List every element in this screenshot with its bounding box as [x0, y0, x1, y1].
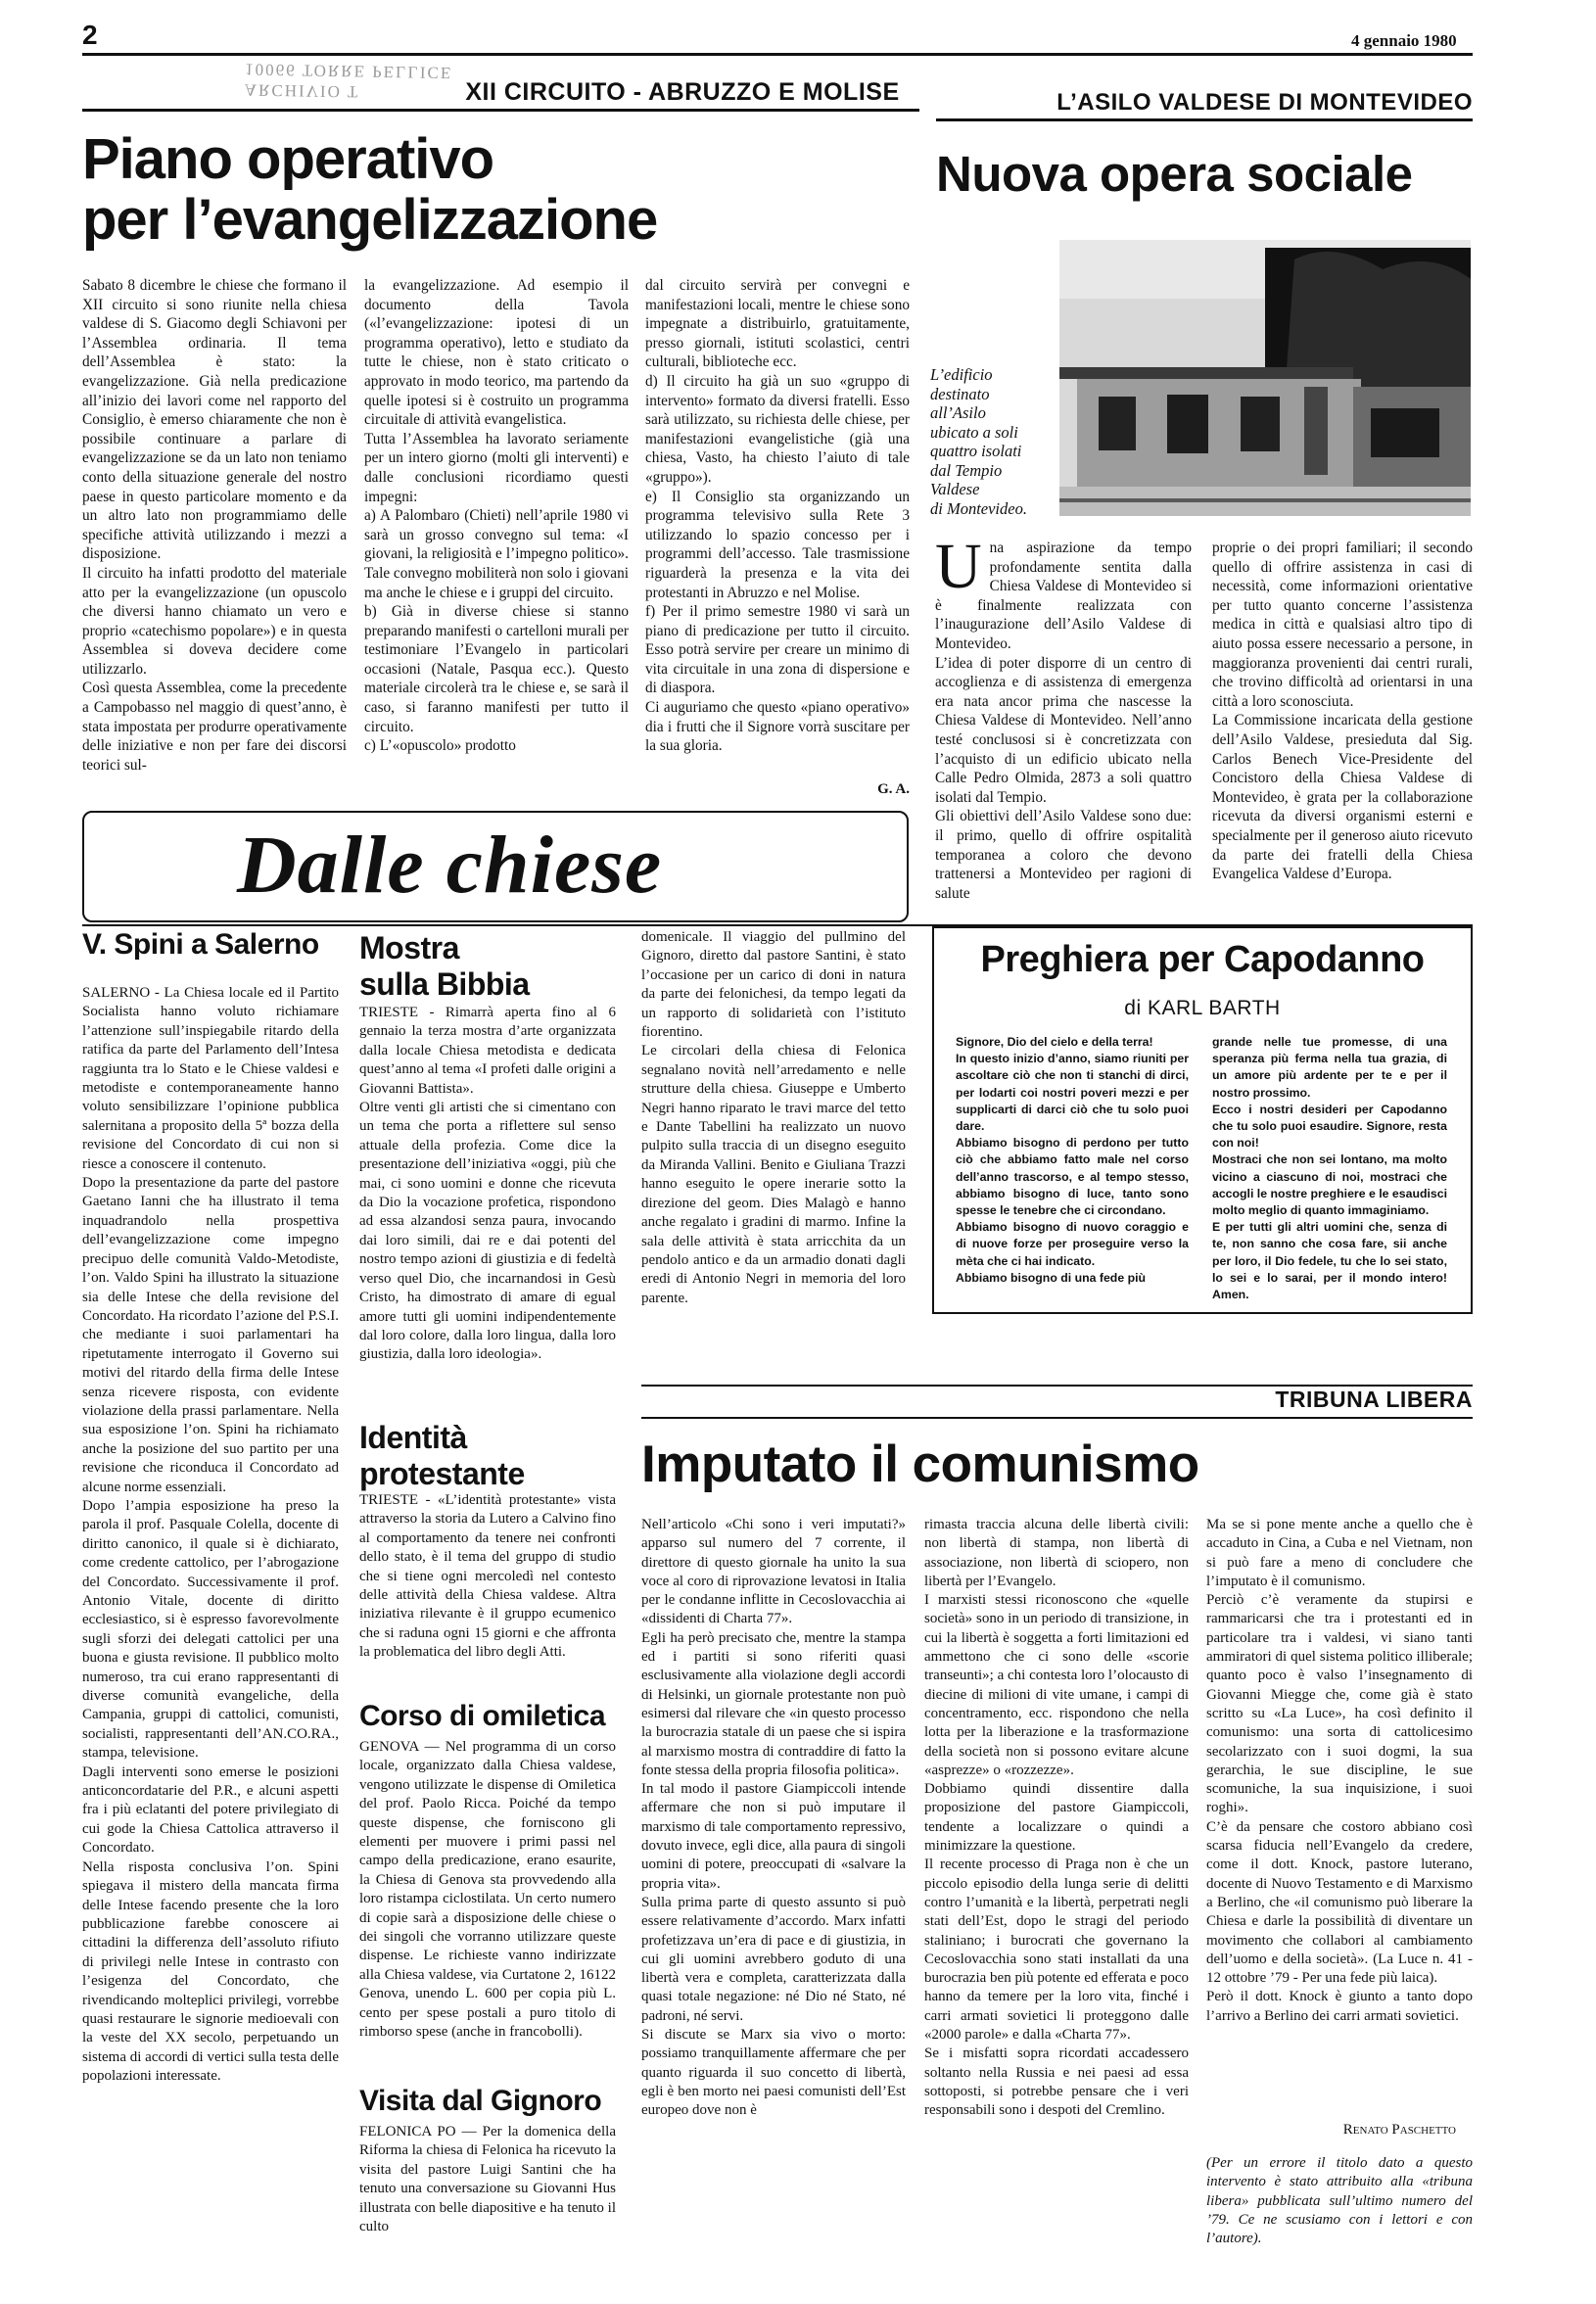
building-photo-image: [1059, 240, 1471, 516]
tribuna-column-3: Ma se si pone mente anche a quello che è accaduto in Cina, a Cuba e nel Vietnam, non si può fare a meno di concludere che l’imputato è il comunismo. Perciò c’è veramente da stupirsi e rammaricarsi che tra i protestanti ed in particolare tra i valdesi, vi siano tanti ammiratori di quel sistema politico illiberale; quanto poco è valso l’insegnamento di Giovanni Miegge che, come già è stato scritto su «La Luce», ha così definito il comunismo: una sorta di cattolicesimo secolarizzato con i suoi dogmi, la sua gerarchia, le sue discipline, le sue scomuniche, la sua inquisizione, i suoi roghi». C’è da pensare che costoro abbiano così scarsa fiducia nell’Evangelo da credere, come il dott. Knock, pastore luterano, docente di Nuovo Testamento e di Marxismo a Berlino, che «il comunismo può liberare la Chiesa e darle la possibilità di diventare un movimento che collabori al cambiamento dell’uomo e della società». (La Luce n. 41 - 12 ottobre ’79 - Per una fede più laica). Però il dott. Knock è giunto a tanto dopo l’arrivo a Berlino dei carri armati sovietici.: [1206, 1517, 1473, 2024]
tribuna-column-1: Nell’articolo «Chi sono i veri imputati?» apparso sul numero del 7 corrente, il direttore di questo giornale ha unito la sua voce al coro di riprovazione levatosi in Italia per le condanne inflitte in Cecoslovacchia ai «dissidenti di Charta 77». Egli ha però precisato che, mentre la stampa ed i partiti si sono riferiti quasi esclusivamente alla violazione degli accordi di Helsinki, un giornale protestante non può esimersi dal rilevare che «in questo processo la burocrazia statale di un paese che si ispira al marxismo mostra di contraddire di fatto la fonte stessa della propria filosofia politica». In tal modo il pastore Giampiccoli intende affermare che non si può imputare il marxismo di tale comportamento repressivo, dovuto invece, egli dice, alla paura di singoli uomini di potere, preoccupati di «salvare la propria vita». Sulla prima parte di questo assunto si può essere relativamente d’accordo. Marx infatti profetizzava un’era di pace e di giustizia, in cui gli uomini avrebbero goduto di una libertà vera e completa, caratterizzata dalla quasi totale negazione: né Dio né Stato, né padroni, né servi. Si discute se Marx sia vivo o morto: possiamo tranquillamente affermare che per quanto riguarda il suo concetto di libertà, egli è ben morto nei paesi comunisti dell’Est europeo dove non è: [641, 1517, 906, 2119]
headline-tribuna: Imputato il comunismo: [641, 1435, 1199, 1493]
asilo-column-1-text: na aspirazione da tempo profondamente sentita dalla Chiesa Valdese di Montevideo si è finalmente realizzata con l’inaugurazione dell’Asilo Valdese di Montevideo. L’idea di poter disporre di un centro di accoglienza e di assistenza di emergenza era nata ancor prima che nascesse la Chiesa Valdese di Montevideo. Nell’anno testé conclusosi si è concretizzata con l’acquisto di un edificio ubicato nella Calle Pedro Olmida, 2873 a soli quattro isolati dal Tempio. Gli obiettivi dell’Asilo Valdese sono due: il primo, quello di offrire ospitalità temporanea a coloro che devono trattenersi a Montevideo per ragioni di salute: [935, 540, 1192, 902]
spini-text: SALERNO - La Chiesa locale ed il Partito Socialista hanno voluto richiamare l’attenzione sull’inspiegabile ritardo della ratifica da parte del Parlamento dell’Intesa raggiunta tra lo Stato e le Chiese valdesi e metodiste e contemporaneamente hanno voluto sensibilizzare l’opinione pubblica salernitana a proposito della 5ª bozza della revisione del Concordato di cui non si riesce a conoscere il contenuto. Dopo la presentazione da parte del pastore Gaetano Ianni che ha illustrato il tema inquadrandolo nella prospettiva dell’evangelizzazione come impegno precipuo delle comunità Valdo-Metodiste, l’on. Valdo Spini ha illustrato la situazione sia delle Intese che della revisione del Concordato. Ha ricordato l’azione del P.S.I. che mediante i suoi parlamentari ha ripetutamente interrogato il Governo sui motivi del ritardo della firma delle Intese senza ricevere risposta, con evidente violazione della prassi parlamentare. Nella sua esposizione l’on. Spini ha richiamato anche la posizione del suo partito per una revisione che riconduca il Concordato ad alcune norme essenziali. Dopo l’ampia esposizione ha preso la parola il prof. Pasquale Colella, docente di diritto canonico, il quale si è dichiarato, come credente cattolico, per l’abrogazione del Concordato. Successivamente il prof. Antonio Vitale, docente di diritto ecclesiastico, si è espresso favorevolmente sugli sforzi dei delegati cattolici per una buona e giusta revisione. Il pubblico molto numeroso, tra cui erano rappresentanti di diverse comunità evangeliche, della Campania, gruppi di cattolici, comunisti, socialisti, rappresentanti dell’AN.CO.RA., stampa, televisione. Dagli interventi sono emerse le posizioni anticoncordatarie del P.R., e alcuni aspetti fra i più eclatanti del potere privilegiato di cui gode la Chiesa Cattolica attraverso il Concordato. Nella risposta conclusiva l’on. Spini spiegava il mistero della mancata firma delle Intese facendo presente che la loro pubblicazione farebbe conoscere ai cittadini la differenza dell’assoluto rifiuto di privilegi nelle Intese in contrasto con l’esigenza del Concordato, che rivendicando molteplici privilegi, vorrebbe quasi restaurare le signorie medioevali con la veste del XX secolo, perpetuando un sistema di accordi di vertici sulla testa delle popolazioni interessate.: [82, 985, 340, 2085]
visita-text: FELONICA PO — Per la domenica della Riforma la chiesa di Felonica ha ricevuto la visita del pastore Luigi Santini che ha tenuto una conversazione su Giovanni Hus illustrata con belle diapositive e ha tenuto il culto: [359, 2124, 617, 2235]
preghiera-box: [932, 926, 1473, 1314]
tribuna-signature: Renato Paschetto: [1342, 2122, 1456, 2138]
identita-text: TRIESTE - «L’identità protestante» vista attraverso la storia da Lutero a Calvino fino al comportamento da tenere nei confronti dello stato, è il tema del gruppo di studio che si tiene ogni mercoledì nel contesto delle attività della Chiesa valdese. Altra iniziativa rilevante è il gruppo ecumenico che si raduna ogni 15 giorni e che affronta la problematica del libro degli Atti.: [359, 1492, 616, 1661]
section-rule-left: [82, 109, 919, 112]
page-number: 2: [82, 20, 98, 50]
tribuna-rule-bottom: [641, 1417, 1473, 1419]
asilo-column-1: [935, 531, 1192, 903]
preghiera-title: Preghiera per Capodanno: [980, 939, 1425, 980]
dalle-chiese-title: Dalle chiese: [237, 820, 663, 911]
piano-column-1: Sabato 8 dicembre le chiese che formano il XII circuito si sono riunite nella chiesa valdese di S. Giacomo degli Schiavoni per l’Assemblea ordinaria. Il tema dell’Assemblea è stato: la evangelizzazione. Già nella predicazione all’inizio dei lavori come nel rapporto del Consiglio, è emerso chiaramente che non è possibile continuare a parlare di evangelizzazione se da un lato non teniamo conto della situazione generale del nostro paese in questo particolare momento e da un altro lato non programmiamo delle specifiche attività utilizzando i mezzi a disposizione. Il circuito ha infatti prodotto del materiale atto per la evangelizzazione (un opuscolo che diversi hanno chiamato un vero e proprio «catechismo popolare») e in questa Assemblea si doveva decidere come utilizzarlo. Così questa Assemblea, come la precedente a Campobasso nel maggio di quest’anno, è stata impostata per produrre operativamente delle iniziative e non per fare dei discorsi teorici sul-: [82, 277, 347, 774]
preghiera-column-1: Signore, Dio del cielo e della terra! In questo inizio d’anno, siamo riuniti per ascoltare ciò che non ti stanchi di dirci, per lodarti coi nostri poveri mezzi e per supplicarti di darci ciò che tu solo puoi dare. Abbiamo bisogno di perdono per tutto ciò che abbiamo fatto male nel corso dell’anno trascorso, e al tempo stesso, abbiamo bisogno di luce, tanto sono spesse le tenebre che ci circondano. Abbiamo bisogno di nuovo coraggio e di nuove forze per proseguire verso la mèta che ci hai indicato. Abbiamo bisogno di una fede più: [956, 1035, 1189, 1285]
dalle-chiese-banner: [82, 811, 909, 922]
piano-column-3: dal circuito servirà per convegni e manifestazioni locali, mentre le chiese sono impegnate a distribuirlo, gratuitamente, presso giornali, istituti scolastici, centri culturali, biblioteche ecc. d) Il circuito ha già un suo «gruppo di intervento» formato da diversi fratelli. Esso sarà utilizzato, su richiesta delle chiese, per manifestazioni evangelistiche (già una chiesa, Vasto, ha chiesto l’aiuto di tale «gruppo»). e) Il Consiglio sta organizzando un programma televisivo sulla Rete 3 utilizzando lo spazio concesso per i programmi dell’accesso. Tale trasmissione riguarderà la presenza e la vita dei protestanti in Abruzzo e nel Molise. f) Per il primo semestre 1980 vi sarà un piano di predicazione per tutto il circuito. Esso potrà servire per creare un minimo di vita circuitale in una zona di dispersione e di diaspora. Ci auguriamo che questo «piano operativo» dia i frutti che il Signore vorrà suscitare per la sua gloria.: [645, 277, 910, 755]
headline-asilo: Nuova opera sociale: [936, 146, 1413, 202]
mostra-text: TRIESTE - Rimarrà aperta fino al 6 gennaio la terza mostra d’arte organizzata dalla locale Chiesa metodista e dedicata quest’anno al tema «I profeti dalle origini a Giovanni Battista». Oltre venti gli artisti che si cimentano con un tema che porta a riflettere sul senso attuale della profezia. Come dice la presentazione dell’iniziativa «oggi, più che mai, ci sono uomini e donne che ricevuta da Dio la vocazione profetica, rispondono ad essa alzandosi senza paura, invocando dai loro simili, dai re e dai potenti del nostro tempo azioni di giustizia e di fedeltà verso quel Dio, che incarnandosi in Gesù Cristo, ha dimostrato di amare di egual amore tutti gli uomini indipendentemente dal loro colore, dalla loro lingua, dalla loro giustizia, dalla loro ideologia».: [359, 1005, 616, 1363]
headline-spini: V. Spini a Salerno: [82, 928, 319, 961]
headline-visita: Visita dal Gignoro: [359, 2085, 602, 2117]
headline-mostra: Mostra sulla Bibbia: [359, 930, 530, 1002]
asilo-dropcap: U: [935, 531, 982, 602]
visita-text-continued: domenicale. Il viaggio del pullmino del Gignoro, diretto dal pastore Santini, è stato l’occasione per un carico di doni in natura da parte dei felonichesi, da tempo legati da un rapporto di solidarietà con l’istituto fiorentino. Le circolari della chiesa di Felonica segnalano novità nell’arredamento e nelle strutture della chiesa. Giuseppe e Umberto Negri hanno riparato le travi marce del tetto e Dante Tabellini ha realizzato un nuovo pulpito sulla traccia di un disegno eseguito da Miranda Vallini. Benito e Giuliana Trazzi hanno eseguito le opere inerarie sotto la direzione del geom. Dies Malagò e hanno anche regalato i gradini di marmo. Infine la sala delle attività è stata arricchita da un pendolo antico e da un armadio donati dagli eredi di Antonio Negri in memoria del loro parente.: [641, 929, 906, 1306]
tribuna-editorial-note: (Per un errore il titolo dato a questo intervento è stato attribuito alla «tribuna libera» pubblicata sull’ultimo numero del ’79. Ce ne scusiamo con i lettori e con l’autore).: [1206, 2155, 1473, 2247]
asilo-column-2: proprie o dei propri familiari; il secondo quello di offrire assistenza in casi di necessità, come informazioni orientative per tutto quanto concerne l’assistenza medica in città e qualsiasi altro tipo di aiuto possa essere necessario a persone, in maggioranza provenienti dai centri rurali, che trovino difficoltà ad orientarsi in una città a loro sconosciuta. La Commissione incaricata della gestione dell’Asilo Valdese, presieduta dal Sig. Carlos Benech Vice-Presidente del Concistoro della Chiesa Valdese di Montevideo, è grata per la collaborazione ricevuta da diversi organismi esterni e specialmente per il generoso aiuto ricevuto da parte dei fratelli della Chiesa Evangelica Valdese d’Europa.: [1212, 540, 1473, 883]
photo-caption: L’edificio destinato all’Asilo ubicato a soli quattro isolati dal Tempio Valdese di Montevideo.: [930, 365, 1027, 518]
headline-identita: Identità protestante: [359, 1420, 525, 1491]
section-label-circuito: XII CIRCUITO - ABRUZZO E MOLISE: [465, 78, 900, 106]
building-photo: [1059, 240, 1471, 516]
tribuna-column-2: rimasta traccia alcuna delle libertà civili: non libertà di stampa, non libertà di associazione, non libertà di sciopero, non libertà per l’Evangelo. I marxisti stessi riconoscono che «quelle società» sono in un periodo di transizione, in cui la libertà è soggetta a forti limitazioni ed ammettono che ci sono delle «scorie transeunti»; a chi contesta loro l’olocausto di diecine di milioni di vite umane, i campi di concentramento, ecc. rispondono che nella lotta per la liberazione e la trasformazione della società non si possono evitare alcune «asprezze» o «rozzezze». Dobbiamo quindi dissentire dalla proposizione del pastore Giampiccoli, tendente a localizzare o quindi a minimizzare la questione. Il recente processo di Praga non è che un piccolo episodio della lunga serie di delitti contro l’umanità e la libertà, perpetrati negli stati dell’Est, dopo le stragi del periodo staliniano; i burocrati che governano la Cecoslovacchia sono stati installati da una burocrazia ben più potente ed efferata e poco hanno da temere per la loro vita, finché i carri armati sovietici li proteggono dalle «2000 parole» e dalla «Charta 77». Se i misfatti sopra ricordati accadessero soltanto nella Russia e nei paesi ad essa sottoposti, si potrebbe pensare che i veri responsabili sono i despoti del Cremlino.: [924, 1517, 1189, 2119]
issue-date: 4 gennaio 1980: [1351, 31, 1457, 50]
preghiera-author: di KARL BARTH: [1124, 997, 1281, 1019]
preghiera-column-2: grande nelle tue promesse, di una speranza più ferma nella tua grazia, di un amore più ardente per te e per il nostro prossimo. Ecco i nostri desideri per Capodanno che tu solo puoi esaudire. Signore, resta con noi! Mostraci che non sei lontano, ma molto vicino a ciascuno di noi, mostraci che accogli le nostre preghiere e le esaudisci molto meglio di quanto immaginiamo. E per tutti gli altri uomini che, senza di te, non sanno che cosa fare, sii anche per loro, il Dio fedele, tu che lo sei stato, lo sei e lo sarai, per il mondo intero! Amen.: [1212, 1035, 1447, 1302]
headline-corso: Corso di omiletica: [359, 1700, 606, 1732]
headline-piano: Piano operativo per l’evangelizzazione: [82, 127, 658, 252]
piano-signature: G. A.: [877, 781, 910, 797]
section-rule-right: [936, 118, 1473, 121]
section-label-asilo: L’ASILO VALDESE DI MONTEVIDEO: [1056, 89, 1473, 116]
section-label-tribuna: TRIBUNA LIBERA: [1275, 1387, 1473, 1412]
corso-text: GENOVA — Nel programma di un corso locale, organizzato dalla Chiesa valdese, vengono utilizzate le dispense di Omiletica del prof. Paolo Ricca. Poiché da tempo queste dispense, che forniscono gli elementi per muovere i primi passi nel campo della predicazione, erano esaurite, la Chiesa di Genova sta provvedendo alla loro ristampa ciclostilata. Un certo numero di copie sarà a disposizione delle chiese o dei singoli che vorranno utilizzare queste dispense. Le richieste vanno indirizzate alla Chiesa valdese, via Curtatone 2, 16122 Genova, unendo L. 600 per copia più L. cento per spese postali a puro titolo di rimborso spese (anche in francobolli).: [359, 1739, 616, 2041]
piano-column-2: la evangelizzazione. Ad esempio il documento della Tavola («l’evangelizzazione: ipotesi di un programma operativo), letto e studiato da tutte le chiese, non è stato criticato o approvato in modo teorico, ma partendo da quelle ipotesi si è costruito un programma circuitale di attività evangelistica. Tutta l’Assemblea ha lavorato seriamente per un intero giorno (molti gli interventi) e dalle conclusioni ricordiamo questi impegni: a) A Palombaro (Chieti) nell’aprile 1980 vi sarà un grosso convegno sul tema: «I giovani, la religiosità e l’impegno politico». Tale convegno mobiliterà non solo i giovani ma anche le chiese e i gruppi del circuito. b) Già in diverse chiese si stanno preparando manifesti o cartelloni murali per testimoniare l’Evangelo in particolari occasioni (Natale, Pasqua ecc.). Questo materiale circolerà tra le chiese e, se sarà il caso, si faranno manifesti per tutto il circuito. c) L’«opuscolo» prodotto: [364, 277, 629, 755]
archive-stamp: ARCHIVIO T 10066 TORRE PELLICE: [244, 60, 453, 102]
